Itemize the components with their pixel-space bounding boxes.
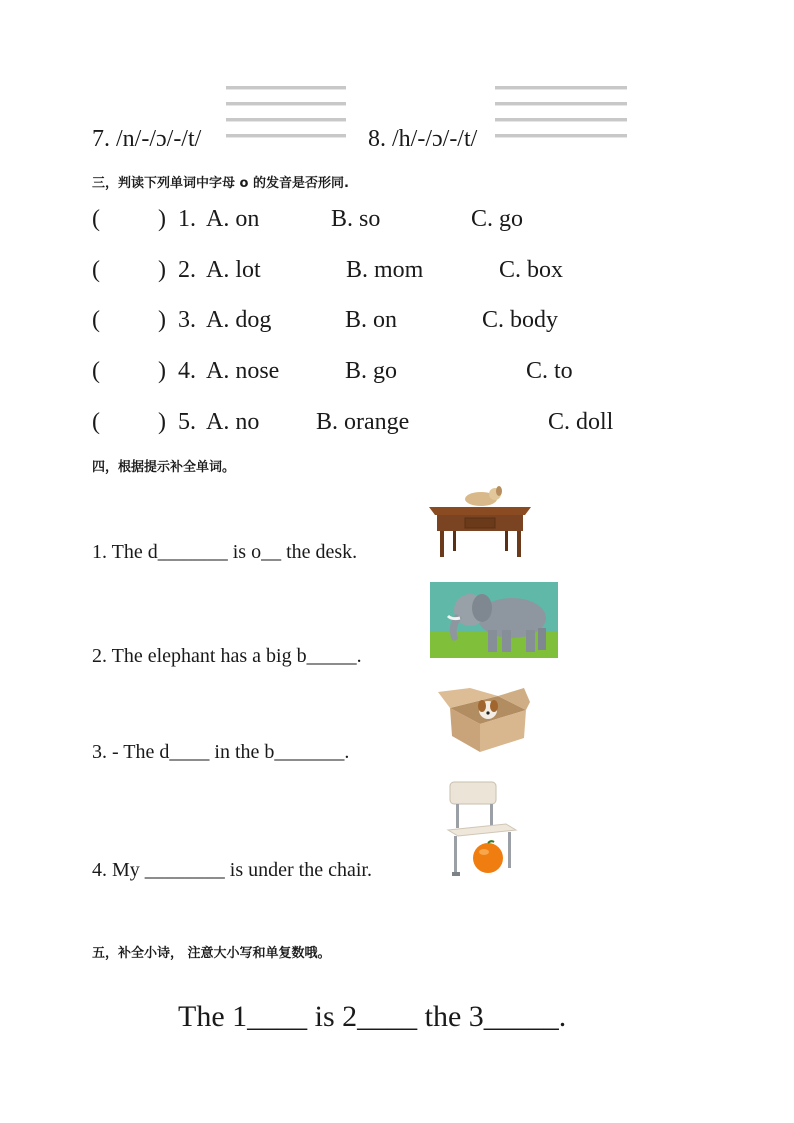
desk-leg [440,531,444,557]
fill-item-4: 4. My ________ is under the chair. [92,859,372,881]
question-number: 1. [178,206,196,232]
option-c: C. box [499,257,564,283]
guide-line [495,86,627,90]
option-b: B. so [331,206,381,232]
option-a: A. dog [206,307,272,333]
answer-bracket-close: ) [158,206,166,232]
option-a: A. lot [206,257,261,283]
elephant-ear [472,594,492,622]
box-dog-picture [436,688,532,754]
section5-title: 五，补全小诗， 注意大小写和单复数哦。 [92,946,331,961]
option-c: C. body [482,307,559,333]
desk-top [429,507,531,515]
fill-item-1: 1. The d_______ is o__ the desk. [92,541,358,563]
answer-bracket-close: ) [158,307,166,333]
question-number: 2. [178,257,196,283]
writing-lines-7 [226,86,346,150]
desk-leg [453,531,456,551]
chair-back [450,782,496,804]
elephant-leg [502,630,511,652]
elephant-leg [538,628,546,650]
answer-bracket-open[interactable]: ( [92,257,100,283]
guide-line [226,86,346,90]
fill-item-3: 3. - The d____ in the b_______. [92,741,350,763]
dog-ear [490,700,498,712]
phonics-item-7: 7. /n/-/ɔ/-/t/ [92,126,202,152]
orange-fruit [473,843,503,873]
dog-nose [486,711,489,714]
answer-bracket-close: ) [158,409,166,435]
section3-title: 三，判读下列单词中字母 o 的发音是否形同. [92,176,349,191]
desk-dog-picture [425,485,535,560]
option-c: C. to [526,358,573,384]
chair-frame [456,804,459,828]
desk-leg [505,531,508,551]
option-b: B. mom [346,257,424,283]
orange-highlight [479,849,489,855]
answer-bracket-close: ) [158,257,166,283]
question-number: 4. [178,358,196,384]
guide-line [226,134,346,138]
elephant-picture [430,582,558,658]
desk-drawer [465,518,495,528]
option-b: B. orange [316,409,410,435]
option-c: C. go [471,206,524,232]
phonics-item-8: 8. /h/-/ɔ/-/t/ [368,126,478,152]
answer-bracket-open[interactable]: ( [92,409,100,435]
option-a: A. no [206,409,260,435]
orange-leaf [488,841,494,843]
guide-line [495,134,627,138]
elephant-leg [488,630,497,652]
answer-bracket-open[interactable]: ( [92,206,100,232]
answer-bracket-open[interactable]: ( [92,307,100,333]
writing-lines-8 [495,86,627,150]
chair-leg [454,836,457,874]
elephant-leg [526,630,535,652]
guide-line [226,102,346,106]
guide-line [495,102,627,106]
option-a: A. nose [206,358,280,384]
chair-orange-picture [444,778,522,880]
answer-bracket-open[interactable]: ( [92,358,100,384]
question-number: 3. [178,307,196,333]
chair-foot [452,872,460,876]
option-c: C. doll [548,409,614,435]
chair-frame [490,804,493,828]
option-b: B. go [345,358,398,384]
section4-title: 四，根据提示补全单词。 [92,460,236,475]
chair-leg [508,832,511,868]
option-a: A. on [206,206,260,232]
question-number: 5. [178,409,196,435]
fill-item-2: 2. The elephant has a big b_____. [92,645,362,667]
answer-bracket-close: ) [158,358,166,384]
option-b: B. on [345,307,398,333]
dog-ear [496,486,502,496]
guide-line [495,118,627,122]
dog-ear [478,700,486,712]
desk-leg [517,531,521,557]
poem-line: The 1____ is 2____ the 3_____. [178,1000,567,1033]
guide-line [226,118,346,122]
